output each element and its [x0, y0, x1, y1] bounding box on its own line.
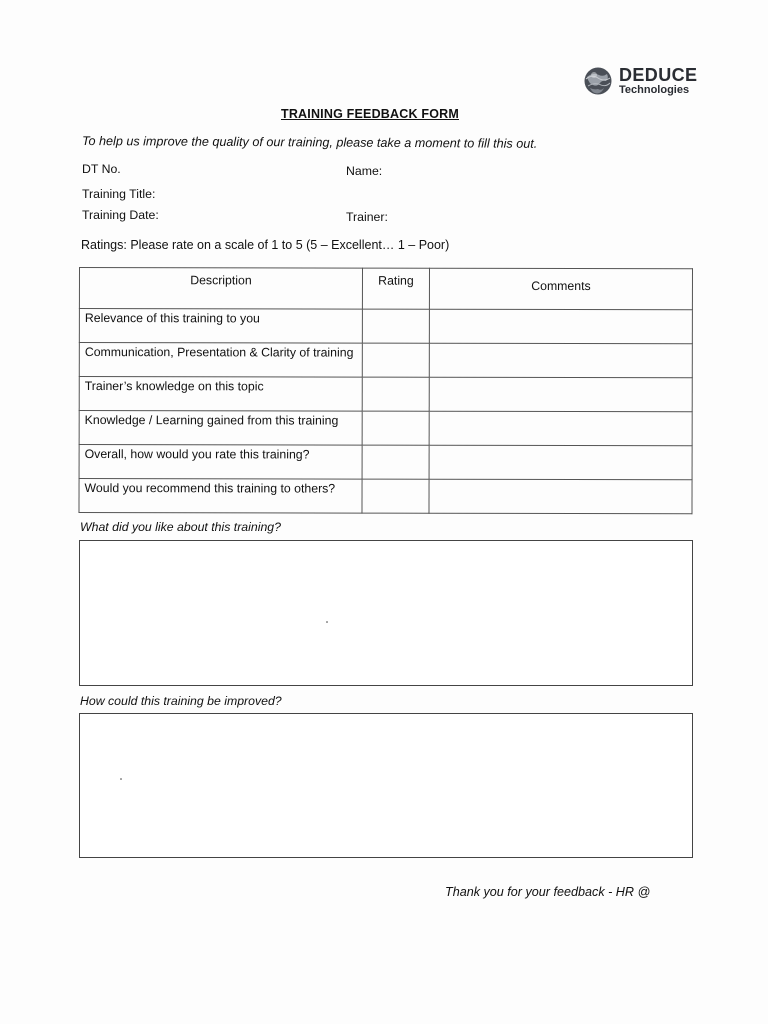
table-row: [79, 479, 692, 514]
comments-header-label: Comments: [531, 278, 591, 294]
description-header-label: Description: [190, 273, 252, 288]
scan-speck: [326, 621, 328, 623]
comments-cell[interactable]: [429, 445, 692, 480]
training-date-label: Training Date:: [82, 208, 159, 222]
rating-header-label: Rating: [378, 273, 414, 288]
rating-cell[interactable]: [362, 377, 429, 411]
ratings-table: [78, 267, 693, 514]
rating-cell[interactable]: [362, 445, 429, 479]
form-title: TRAINING FEEDBACK FORM: [280, 107, 459, 121]
globe-icon: [583, 66, 613, 96]
comments-cell[interactable]: [429, 309, 692, 344]
liked-answer-box[interactable]: [79, 540, 693, 686]
row-description: Overall, how would you rate this training?: [84, 447, 310, 462]
trainer-label: Trainer:: [346, 210, 388, 224]
company-logo: [583, 66, 713, 100]
rating-header: [362, 268, 429, 309]
row-description: Knowledge / Learning gained from this training: [84, 413, 339, 428]
table-row: [79, 445, 692, 480]
dt-no-label: DT No.: [82, 162, 121, 176]
table-row: [79, 343, 692, 378]
comments-cell[interactable]: [429, 343, 692, 378]
description-cell: [79, 479, 362, 514]
rating-cell[interactable]: [362, 479, 429, 513]
rating-cell[interactable]: [362, 309, 429, 343]
improve-question: How could this training be improved?: [80, 694, 282, 708]
description-header: [79, 268, 362, 310]
comments-header: [429, 268, 692, 310]
description-cell: [79, 343, 362, 378]
description-cell: [79, 445, 362, 480]
liked-question: What did you like about this training?: [80, 520, 281, 534]
table-header-row: [79, 268, 692, 310]
table-row: [79, 411, 692, 446]
improve-answer-box[interactable]: [79, 713, 693, 858]
training-title-label: Training Title:: [82, 187, 156, 201]
form-intro: To help us improve the quality of our training, please take a moment to fill this out.: [81, 134, 538, 151]
description-cell: [79, 309, 362, 344]
name-label: Name:: [346, 164, 383, 178]
row-description: Would you recommend this training to others?: [84, 481, 336, 496]
comments-cell[interactable]: [429, 411, 692, 446]
comments-cell[interactable]: [429, 479, 692, 514]
logo-subtitle: Technologies: [619, 84, 690, 96]
row-description: Relevance of this training to you: [84, 311, 260, 326]
description-cell: [79, 377, 362, 412]
rating-cell[interactable]: [362, 411, 429, 445]
logo-name: DEDUCE: [619, 65, 698, 85]
description-cell: [79, 411, 362, 446]
table-row: [79, 309, 692, 344]
rating-cell[interactable]: [362, 343, 429, 377]
table-row: [79, 377, 692, 412]
scan-speck: [120, 778, 122, 780]
row-description: Trainer’s knowledge on this topic: [84, 379, 264, 394]
comments-cell[interactable]: [429, 377, 692, 412]
closing-note: Thank you for your feedback - HR @: [445, 885, 651, 899]
row-description: Communication, Presentation & Clarity of training: [84, 345, 354, 360]
ratings-instructions: Ratings: Please rate on a scale of 1 to 5 (5 – Excellent… 1 – Poor): [81, 238, 450, 252]
